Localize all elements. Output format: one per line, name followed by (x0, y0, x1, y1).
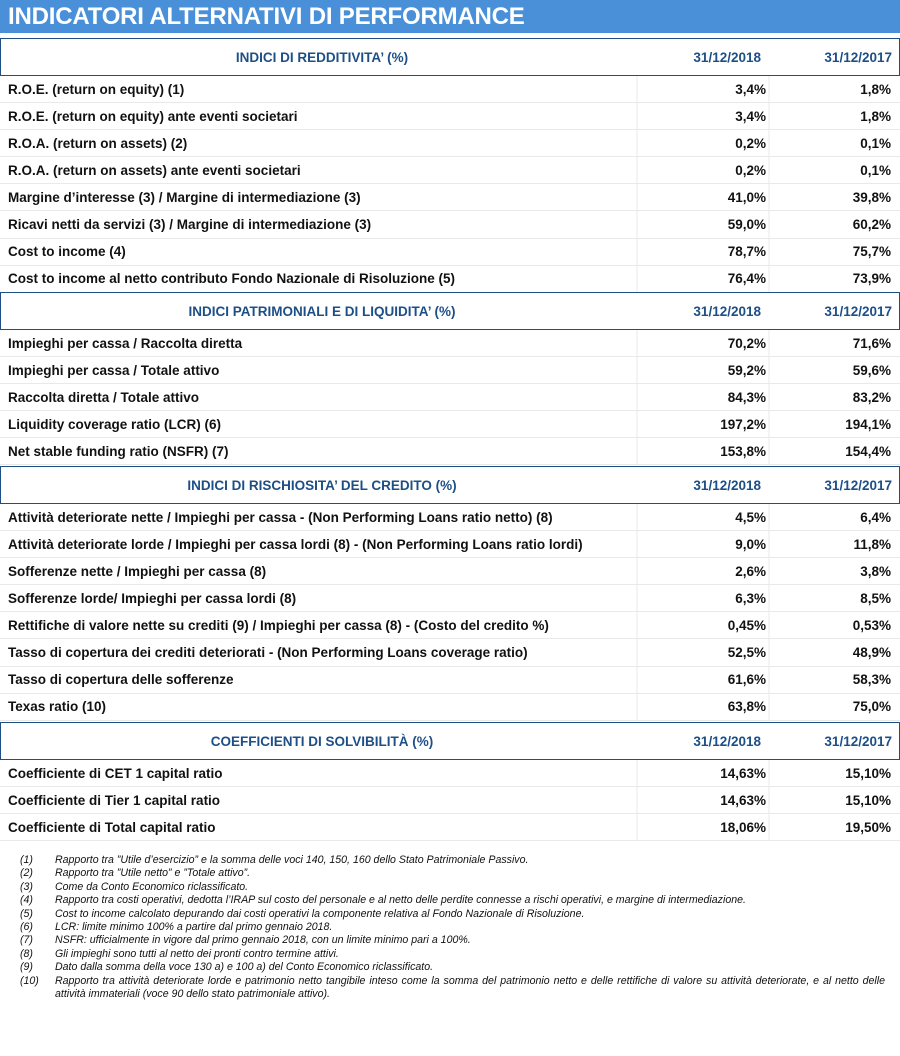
value-2017: 194,1% (845, 416, 891, 432)
footnote (0, 961, 900, 974)
section-header (0, 38, 900, 76)
value-2018: 14,63% (720, 765, 766, 781)
table-row (0, 531, 900, 558)
column-header-2017: 31/12/2017 (824, 49, 892, 65)
footnote-spacer (33, 975, 55, 1002)
value-2018: 9,0% (735, 536, 766, 552)
value-2017: 154,4% (845, 443, 891, 459)
footnote-number: (10) (20, 974, 39, 987)
row-label: R.O.E. (return on equity) ante eventi societari (8, 108, 298, 124)
section-title: INDICI DI REDDITIVITA’ (%) (235, 49, 409, 65)
value-2018: 14,63% (720, 792, 766, 808)
footnote (0, 867, 900, 880)
value-2017: 1,8% (860, 108, 891, 124)
value-2017: 83,2% (852, 389, 891, 405)
footnote-spacer (33, 961, 55, 974)
table-row (0, 558, 900, 585)
row-label: Attività deteriorate nette / Impieghi per cassa - (Non Performing Loans ratio netto) (8) (8, 509, 553, 525)
table-row (0, 612, 900, 639)
footnote-text: Rapporto tra costi operativi, dedotta l’IRAP sul costo del personale e al netto delle perdite connesse a rischi operativi, e margine di intermediazione. (55, 894, 746, 907)
table-row (0, 103, 900, 130)
value-2017: 39,8% (852, 189, 891, 205)
row-label: Tasso di copertura delle sofferenze (8, 672, 234, 688)
row-label: Cost to income al netto contributo Fondo Nazionale di Risoluzione (5) (8, 271, 455, 287)
table-row (0, 357, 900, 384)
footnote-spacer (33, 854, 55, 867)
value-2017: 0,1% (860, 135, 891, 151)
footnote (0, 948, 900, 961)
row-label: Sofferenze nette / Impieghi per cassa (8) (8, 563, 267, 579)
value-2017: 71,6% (852, 335, 891, 351)
footnote-number: (7) (20, 934, 33, 947)
row-label: Impieghi per cassa / Raccolta diretta (8, 335, 243, 351)
column-header-2018: 31/12/2018 (693, 733, 761, 749)
row-label: Rettifiche di valore nette su crediti (9) / Impieghi per cassa (8) - (Costo del credito %) (8, 617, 549, 633)
value-2017: 15,10% (845, 792, 891, 808)
section-header (0, 466, 900, 504)
row-label: Texas ratio (10) (8, 699, 107, 715)
value-2017: 48,9% (852, 645, 891, 661)
table-row (0, 266, 900, 293)
section-2 (0, 292, 900, 465)
value-2018: 59,2% (727, 362, 766, 378)
table-row (0, 585, 900, 612)
footnote (0, 854, 900, 867)
value-2018: 18,06% (720, 819, 766, 835)
value-2018: 61,6% (727, 672, 766, 688)
section-4 (0, 722, 900, 841)
value-2017: 0,1% (860, 162, 891, 178)
footnote (0, 921, 900, 934)
value-2018: 70,2% (727, 335, 766, 351)
value-2017: 8,5% (860, 590, 891, 606)
value-2018: 0,2% (735, 135, 766, 151)
row-label: Net stable funding ratio (NSFR) (7) (8, 443, 229, 459)
table-row (0, 330, 900, 357)
row-label: Cost to income (4) (8, 244, 126, 260)
value-2018: 0,45% (727, 617, 766, 633)
footnote (0, 908, 900, 921)
footnote-number: (9) (20, 961, 33, 974)
table-row (0, 504, 900, 531)
row-label: R.O.A. (return on assets) ante eventi societari (8, 162, 301, 178)
table-row (0, 814, 900, 841)
column-header-2018: 31/12/2018 (693, 303, 761, 319)
footnote-number: (5) (20, 907, 33, 920)
footnote-spacer (33, 867, 55, 880)
footnote-text: Dato dalla somma della voce 130 a) e 100 a) del Conto Economico riclassificato. (55, 961, 434, 974)
footnote-number: (8) (20, 947, 33, 960)
footnote-text: Gli impieghi sono tutti al netto dei pronti contro termine attivi. (55, 947, 339, 960)
footnote-text: LCR: limite minimo 100% a partire dal primo gennaio 2018. (55, 921, 333, 934)
value-2017: 19,50% (845, 819, 891, 835)
value-2017: 15,10% (845, 765, 891, 781)
column-header-2017: 31/12/2017 (824, 303, 892, 319)
row-label: Impieghi per cassa / Totale attivo (8, 362, 220, 378)
value-2018: 76,4% (727, 271, 766, 287)
value-2017: 75,0% (852, 699, 891, 715)
value-2018: 84,3% (727, 389, 766, 405)
table-row (0, 211, 900, 238)
row-label: Tasso di copertura dei crediti deteriorati - (Non Performing Loans coverage ratio) (8, 645, 528, 661)
value-2018: 59,0% (727, 217, 766, 233)
table-row (0, 239, 900, 266)
table-row (0, 667, 900, 694)
row-label: Raccolta diretta / Totale attivo (8, 389, 200, 405)
footnote (0, 934, 900, 947)
footnote-text: Rapporto tra ”Utile d’esercizio” e la somma delle voci 140, 150, 160 dello Stato Patrimoniale Passivo. (55, 854, 529, 866)
column-header-2018: 31/12/2018 (693, 49, 761, 65)
section-1 (0, 38, 900, 293)
table-row (0, 184, 900, 211)
value-2017: 58,3% (852, 672, 891, 688)
footnotes (0, 854, 900, 1001)
value-2017: 0,53% (852, 617, 891, 633)
value-2018: 2,6% (735, 563, 766, 579)
section-3 (0, 466, 900, 721)
footnote-text: Come da Conto Economico riclassificato. (55, 880, 249, 893)
row-label: Coefficiente di Total capital ratio (8, 819, 216, 835)
section-title: INDICI PATRIMONIALI E DI LIQUIDITA’ (%) (188, 303, 456, 319)
value-2018: 6,3% (735, 590, 766, 606)
row-label: Coefficiente di CET 1 capital ratio (8, 765, 223, 781)
section-header (0, 292, 900, 330)
row-label: R.O.A. (return on assets) (2) (8, 135, 188, 151)
value-2017: 59,6% (852, 362, 891, 378)
table-row (0, 438, 900, 465)
footnote-text: Rapporto tra attività deteriorate lorde e patrimonio netto tangibile inteso come la somma del patrimonio netto e delle rettifiche di valore su attività deteriorate, e al netto delle attività immateriali (voce 90 dello stato patrimoniale attivo). (55, 974, 885, 1001)
row-label: Attività deteriorate lorde / Impieghi per cassa lordi (8) - (Non Performing Loans ratio lordi) (8, 536, 583, 552)
footnote-spacer (33, 881, 55, 894)
table-row (0, 384, 900, 411)
value-2017: 1,8% (860, 81, 891, 97)
value-2018: 3,4% (735, 81, 766, 97)
value-2018: 63,8% (727, 699, 766, 715)
footnote-number: (4) (20, 894, 33, 907)
footnote-spacer (33, 908, 55, 921)
footnote-number: (3) (20, 880, 33, 893)
row-label: Coefficiente di Tier 1 capital ratio (8, 792, 221, 808)
value-2018: 52,5% (727, 645, 766, 661)
value-2018: 78,7% (727, 244, 766, 260)
column-header-2018: 31/12/2018 (693, 477, 761, 493)
footnote-text: Cost to income calcolato depurando dai costi operativi la componente relativa al Fondo Nazionale di Risoluzione. (55, 907, 585, 920)
row-label: Sofferenze lorde/ Impieghi per cassa lordi (8) (8, 590, 297, 606)
row-label: R.O.E. (return on equity) (1) (8, 81, 185, 97)
footnote-spacer (33, 921, 55, 934)
row-label: Liquidity coverage ratio (LCR) (6) (8, 416, 222, 432)
footnote-spacer (33, 894, 55, 907)
footnote-text: Rapporto tra ”Utile netto” e ”Totale attivo”. (55, 867, 251, 880)
table-row (0, 411, 900, 438)
page-title: INDICATORI ALTERNATIVI DI PERFORMANCE (0, 0, 900, 33)
table-row (0, 787, 900, 814)
footnote (0, 975, 900, 1002)
value-2018: 153,8% (720, 443, 766, 459)
value-2017: 3,8% (860, 563, 891, 579)
row-label: Ricavi netti da servizi (3) / Margine di intermediazione (3) (8, 217, 372, 233)
table-row (0, 694, 900, 721)
table-row (0, 76, 900, 103)
value-2017: 60,2% (852, 217, 891, 233)
row-label: Margine d’interesse (3) / Margine di intermediazione (3) (8, 189, 361, 205)
footnote (0, 894, 900, 907)
value-2018: 41,0% (727, 189, 766, 205)
value-2017: 73,9% (852, 271, 891, 287)
value-2017: 6,4% (860, 509, 891, 525)
column-header-2017: 31/12/2017 (824, 477, 892, 493)
value-2017: 11,8% (853, 536, 891, 552)
table-row (0, 130, 900, 157)
section-title: COEFFICIENTI DI SOLVIBILITÀ (%) (210, 733, 434, 749)
section-header (0, 722, 900, 760)
footnote-text: NSFR: ufficialmente in vigore dal primo gennaio 2018, con un limite minimo pari a 100%. (55, 934, 471, 947)
section-title: INDICI DI RISCHIOSITA’ DEL CREDITO (%) (187, 477, 457, 493)
footnote-number: (2) (20, 867, 33, 880)
footnote-number: (1) (20, 854, 33, 866)
footnote-spacer (33, 948, 55, 961)
table-row (0, 760, 900, 787)
value-2018: 4,5% (735, 509, 766, 525)
footnote-spacer (33, 934, 55, 947)
table-row (0, 639, 900, 666)
value-2018: 3,4% (735, 108, 766, 124)
value-2017: 75,7% (852, 244, 891, 260)
footnote (0, 881, 900, 894)
column-header-2017: 31/12/2017 (824, 733, 892, 749)
value-2018: 0,2% (735, 162, 766, 178)
value-2018: 197,2% (720, 416, 766, 432)
footnote-number: (6) (20, 921, 33, 934)
table-row (0, 157, 900, 184)
